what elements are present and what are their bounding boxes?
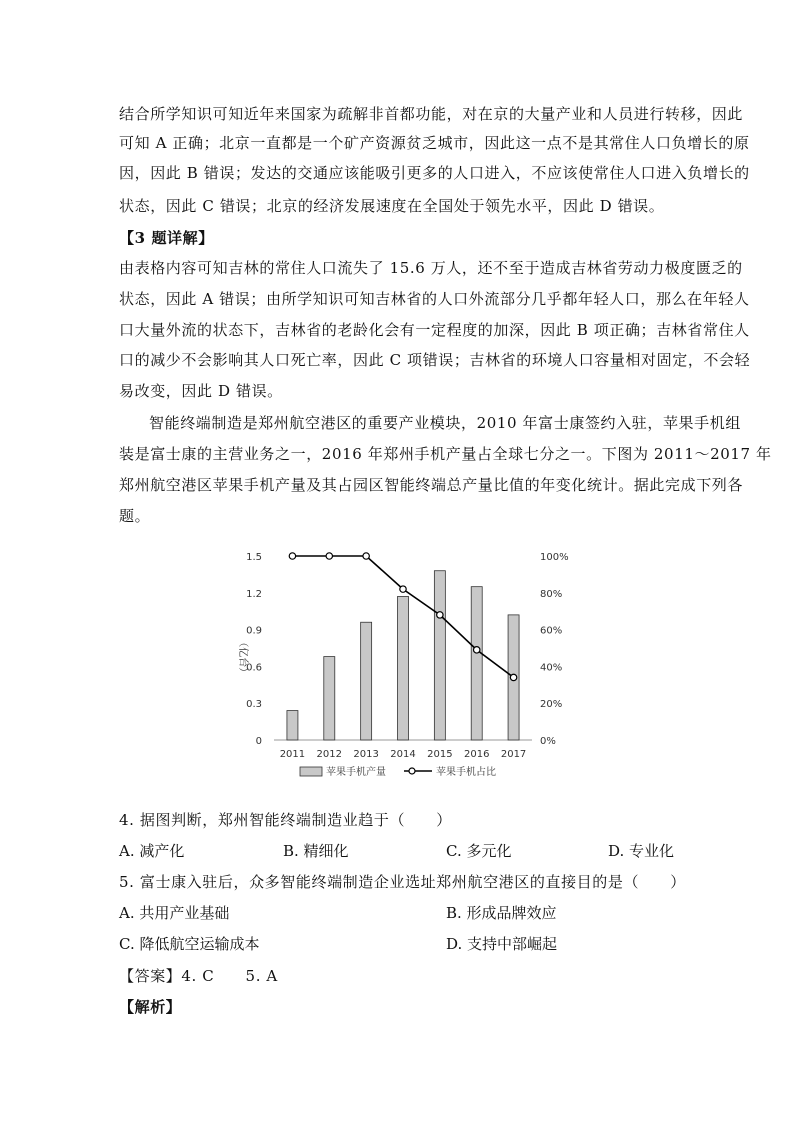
legend-bar-label: 苹果手机产量 [326, 767, 386, 778]
heading-3-detail: 【3 题详解】 [119, 229, 214, 247]
y2-tick-label: 80% [540, 588, 563, 600]
question-4-option-b[interactable]: B. 精细化 [283, 842, 349, 860]
x-tick-label: 2011 [279, 749, 306, 760]
x-tick-label: 2017 [500, 749, 527, 760]
y-tick-label: 0 [255, 736, 262, 747]
para2-line-1: 由表格内容可知吉林的常住人口流失了 15.6 万人，还不至于造成吉林省劳动力极度匮乏的 [119, 259, 743, 277]
y-tick-label: 1.2 [246, 588, 262, 600]
y-tick-label: 1.5 [246, 552, 262, 563]
bar-2014 [398, 596, 409, 740]
y2-tick-label: 100% [540, 552, 569, 563]
legend-line-label: 苹果手机占比 [436, 767, 496, 778]
para3-line-2: 装是富士康的主营业务之一，2016 年郑州手机产量占全球七分之一。下图为 2011～2017 年 [119, 445, 772, 463]
legend-bar-swatch [300, 767, 322, 776]
y-tick-label: 0.9 [246, 625, 262, 637]
bar-2012 [324, 657, 335, 740]
para2-line-3: 口大量外流的状态下，吉林省的老龄化会有一定程度的加深，因此 B 项正确；吉林省常住人 [119, 321, 750, 339]
y-tick-label: 0.3 [246, 699, 262, 711]
x-tick-label: 2016 [463, 749, 490, 760]
analysis-heading: 【解析】 [119, 998, 182, 1016]
bar-2016 [471, 587, 482, 740]
share-point-2011 [289, 553, 295, 559]
share-point-2014 [400, 586, 406, 592]
legend-line-marker [409, 768, 415, 774]
para1-line-1: 结合所学知识可知近年来国家为疏解非首都功能，对在京的大量产业和人员进行转移，因此 [119, 105, 744, 123]
question-4-stem: 4. 据图判断，郑州智能终端制造业趋于（ ） [119, 811, 452, 829]
share-point-2012 [326, 553, 332, 559]
share-point-2016 [474, 647, 480, 653]
answer-line: 【答案】4. C 5. A [119, 967, 278, 985]
para3-line-1: 智能终端制造是郑州航空港区的重要产业模块，2010 年富士康签约入驻，苹果手机组 [149, 414, 741, 432]
para2-line-4: 口的减少不会影响其人口死亡率，因此 C 项错误；吉林省的环境人口容量相对固定，不会轻 [119, 351, 751, 369]
x-tick-label: 2013 [353, 749, 379, 760]
para2-line-5: 易改变，因此 D 错误。 [119, 382, 283, 400]
share-point-2017 [510, 674, 516, 680]
x-tick-label: 2015 [427, 749, 453, 760]
y2-tick-label: 60% [540, 625, 563, 637]
y-tick-label: 0.6 [246, 662, 262, 674]
y-axis-label: （亿台） [237, 637, 248, 678]
share-point-2015 [437, 612, 443, 618]
question-5-option-b[interactable]: B. 形成品牌效应 [446, 904, 557, 922]
share-point-2013 [363, 553, 369, 559]
bar-2013 [361, 622, 372, 740]
y2-tick-label: 40% [540, 662, 563, 674]
question-5-stem: 5. 富士康入驻后，众多智能终端制造企业选址郑州航空港区的直接目的是（ ） [119, 873, 686, 891]
bar-2015 [434, 571, 445, 740]
question-4-option-d[interactable]: D. 专业化 [608, 842, 675, 860]
para3-line-3: 郑州航空港区苹果手机产量及其占园区智能终端总产量比值的年变化统计。据此完成下列各 [119, 476, 744, 494]
para3-line-4: 题。 [119, 507, 151, 525]
bar-2011 [287, 711, 298, 740]
production-chart [228, 540, 588, 790]
para2-line-2: 状态，因此 A 错误；由所学知识可知吉林省的人口外流部分几乎都年轻人口，那么在年轻人 [119, 290, 750, 308]
question-4-option-a[interactable]: A. 减产化 [119, 842, 185, 860]
x-tick-label: 2012 [316, 749, 343, 760]
y2-tick-label: 0% [540, 736, 556, 747]
question-5-option-d[interactable]: D. 支持中部崛起 [446, 935, 558, 953]
para1-line-4: 状态，因此 C 错误；北京的经济发展速度在全国处于领先水平，因此 D 错误。 [119, 197, 665, 215]
question-4-option-c[interactable]: C. 多元化 [446, 842, 512, 860]
question-5-option-c[interactable]: C. 降低航空运输成本 [119, 935, 260, 953]
question-5-option-a[interactable]: A. 共用产业基础 [119, 904, 230, 922]
x-tick-label: 2014 [390, 749, 416, 760]
para1-line-2: 可知 A 正确；北京一直都是一个矿产资源贫乏城市，因此这一点不是其常住人口负增长的原 [119, 134, 750, 152]
y2-tick-label: 20% [540, 699, 563, 711]
para1-line-3: 因，因此 B 错误；发达的交通应该能吸引更多的人口进入，不应该使常住人口进入负增长的 [119, 164, 750, 182]
